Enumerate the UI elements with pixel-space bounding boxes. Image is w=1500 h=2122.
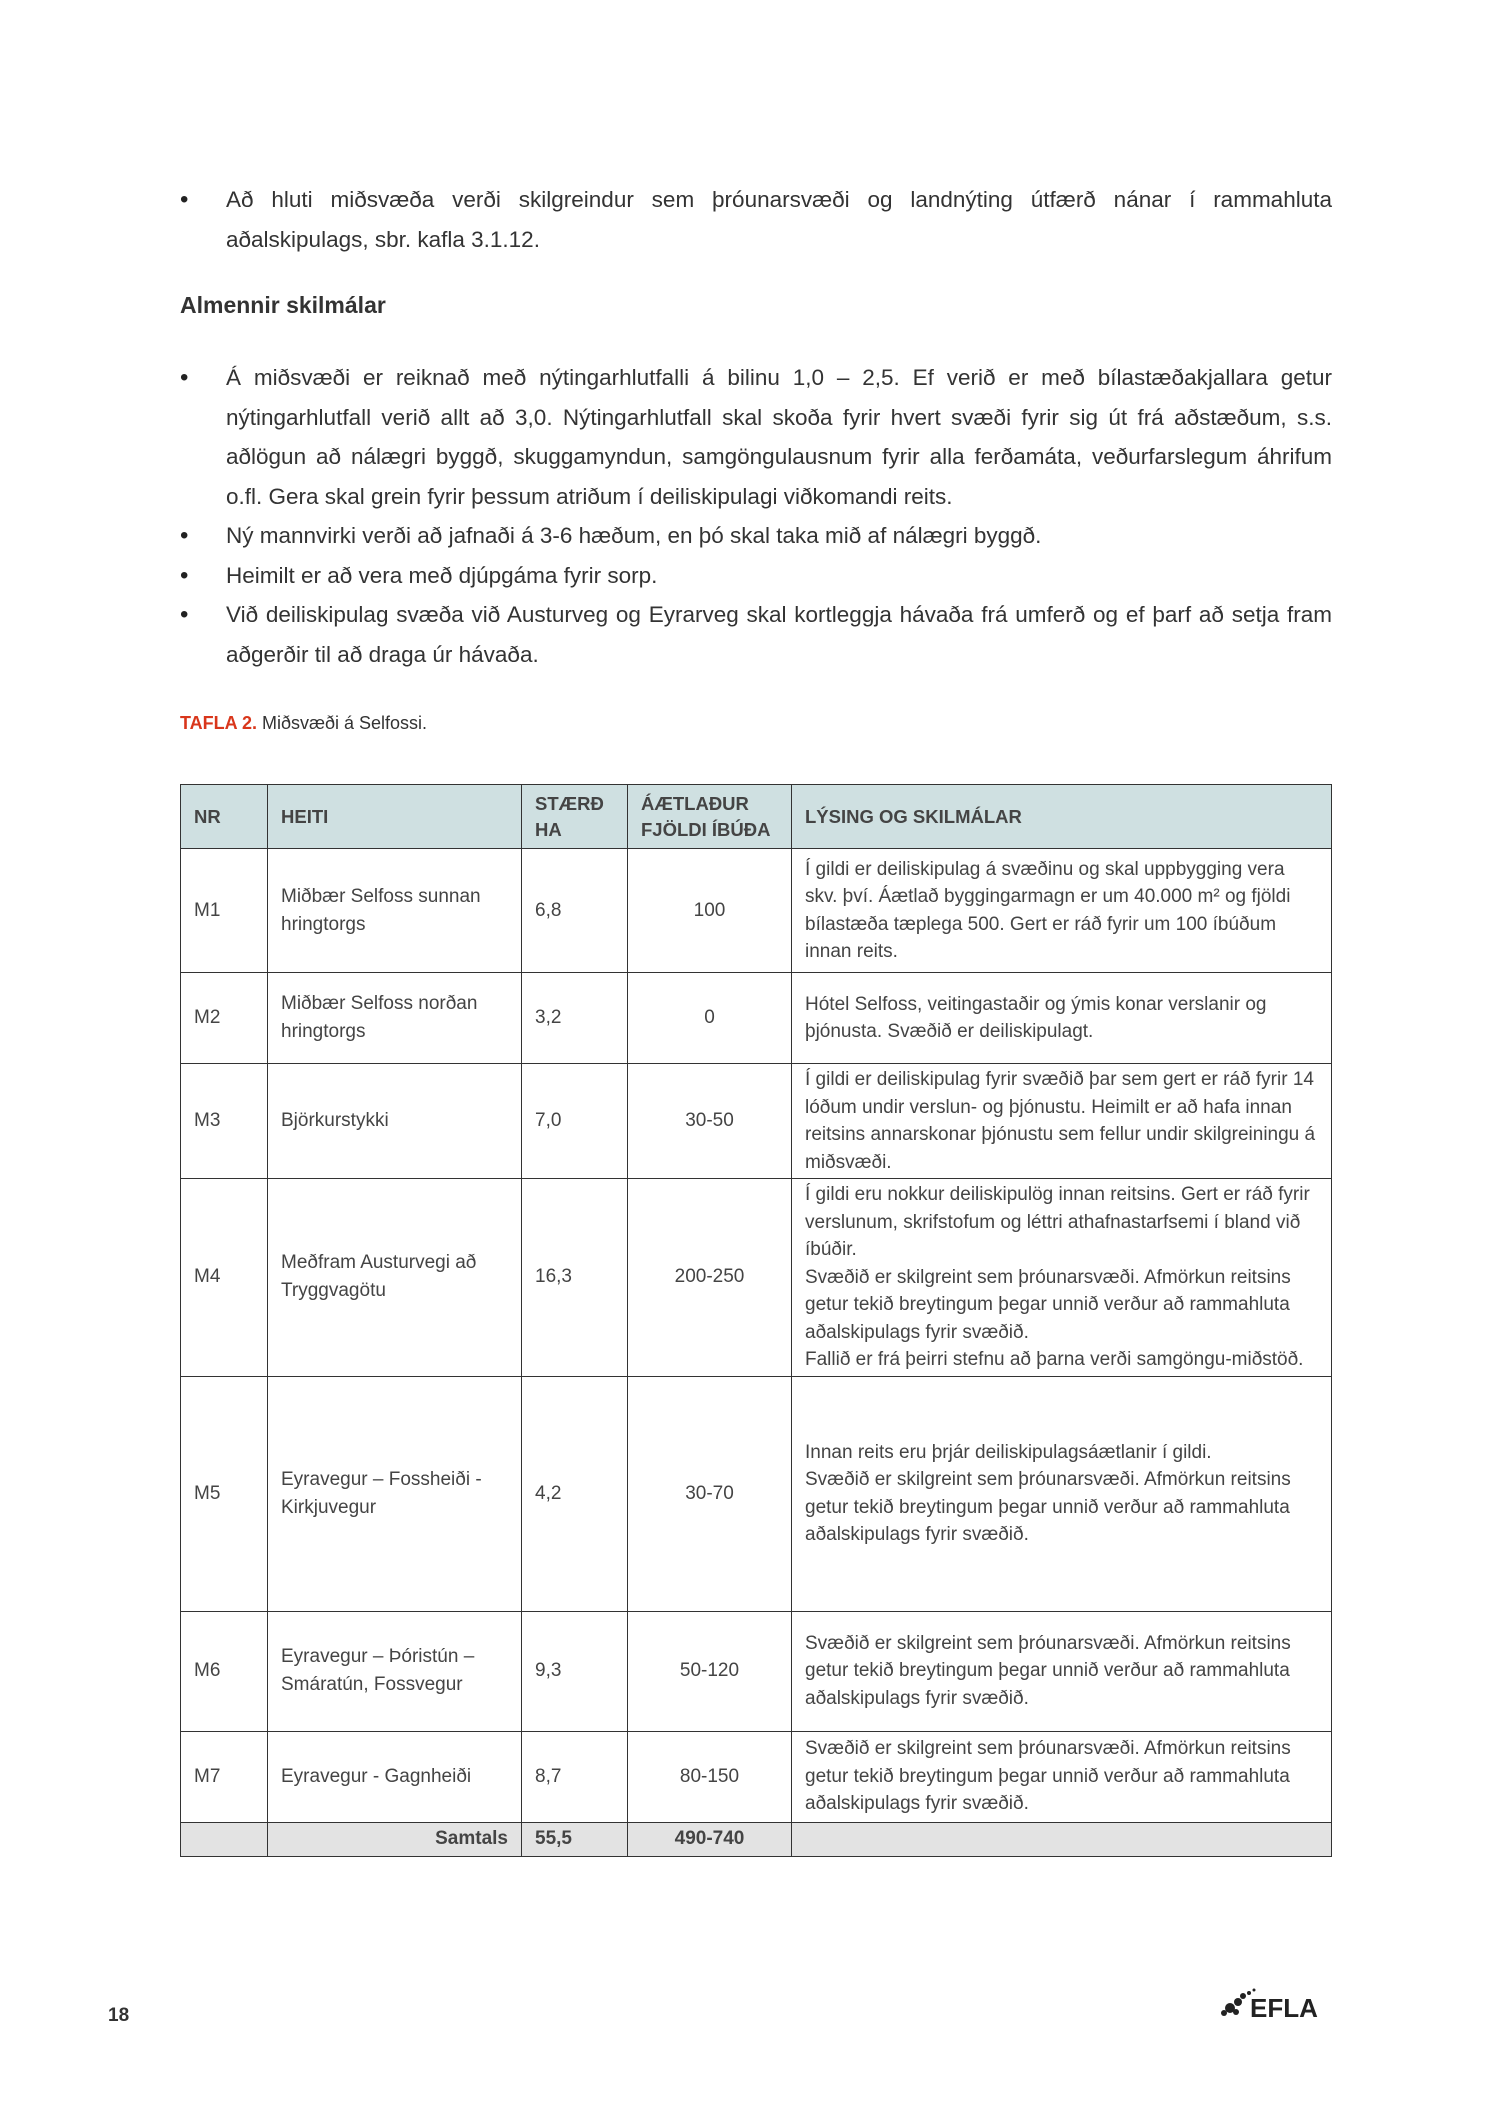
zone-size: 16,3	[522, 1179, 628, 1377]
zone-name: Miðbær Selfoss norðan hringtorgs	[268, 973, 522, 1064]
zone-units: 30-70	[628, 1376, 792, 1611]
zone-description: Innan reits eru þrjár deiliskipulagsáætlanir í gildi. Svæðið er skilgreint sem þróunarsvæði. Afmörkun reitsins getur tekið breytingum þegar unnið verður að rammahluta aðalskipulags fyrir svæðið.	[792, 1376, 1332, 1611]
zone-size: 4,2	[522, 1376, 628, 1611]
col-size: STÆRÐ HA	[522, 785, 628, 849]
zone-units: 200-250	[628, 1179, 792, 1377]
zone-id: M1	[181, 849, 268, 973]
table-caption: TAFLA 2. Miðsvæði á Selfossi.	[180, 713, 428, 733]
zone-size: 3,2	[522, 973, 628, 1064]
zone-id: M7	[181, 1731, 268, 1822]
zone-description: Svæðið er skilgreint sem þróunarsvæði. Afmörkun reitsins getur tekið breytingum þegar unnið verður að rammahluta aðalskipulags fyrir svæðið.	[792, 1611, 1332, 1731]
zone-size: 7,0	[522, 1064, 628, 1179]
zone-id: M2	[181, 973, 268, 1064]
zone-units: 30-50	[628, 1064, 792, 1179]
zone-name: Meðfram Austurvegi að Tryggvagötu	[268, 1179, 522, 1377]
zone-size: 6,8	[522, 849, 628, 973]
svg-text:EFLA: EFLA	[1250, 1993, 1318, 2023]
bullet-item: • Ný mannvirki verði að jafnaði á 3-6 hæðum, en þó skal taka mið af nálægri byggð.	[180, 516, 1332, 556]
table-row	[181, 1064, 1332, 1179]
zone-description: Í gildi eru nokkur deiliskipulög innan reitsins. Gert er ráð fyrir verslunum, skrifstofum og léttri athafnastarfsemi í bland við íbúðir. Svæðið er skilgreint sem þróunarsvæði. Afmörkun reitsins getur tekið breytingum þegar unnið verður að rammahluta aðalskipulags fyrir svæðið. Fallið er frá þeirri stefnu að þarna verði samgöngu-miðstöð.	[792, 1179, 1332, 1377]
zone-units: 50-120	[628, 1611, 792, 1731]
zone-description: Í gildi er deiliskipulag á svæðinu og skal uppbygging vera skv. því. Áætlað byggingarmagn er um 40.000 m² og fjöldi bílastæða tæplega 500. Gert er ráð fyrir um 100 íbúðum innan reits.	[792, 849, 1332, 973]
col-units: ÁÆTLAÐUR FJÖLDI ÍBÚÐA	[628, 785, 792, 849]
efla-logo	[1216, 1986, 1336, 2031]
zones-table	[180, 784, 1332, 1857]
bullet-item: • Heimilt er að vera með djúpgáma fyrir sorp.	[180, 556, 1332, 596]
page-number: 18	[108, 2005, 130, 2026]
col-nr: NR	[181, 785, 268, 849]
section-heading: Almennir skilmálar	[180, 292, 386, 318]
total-row: Samtals 55,5 490-740	[181, 1822, 1332, 1856]
zone-units: 80-150	[628, 1731, 792, 1822]
col-desc: LÝSING OG SKILMÁLAR	[792, 785, 1332, 849]
zone-name: Eyravegur – Þóristún – Smáratún, Fossvegur	[268, 1611, 522, 1731]
zone-name: Miðbær Selfoss sunnan hringtorgs	[268, 849, 522, 973]
table-row	[181, 1179, 1332, 1377]
zone-units: 100	[628, 849, 792, 973]
zone-name: Björkurstykki	[268, 1064, 522, 1179]
zone-description: Hótel Selfoss, veitingastaðir og ýmis konar verslanir og þjónusta. Svæðið er deiliskipulagt.	[792, 973, 1332, 1064]
bullet-item: • Á miðsvæði er reiknað með nýtingarhlutfalli á bilinu 1,0 – 2,5. Ef verið er með bílastæðakjallara getur nýtingarhlutfall verið allt að 3,0. Nýtingarhlutfall skal skoða fyrir hvert svæði fyrir sig út frá aðstæðum, s.s. aðlögun að nálægri byggð, skuggamyndun, samgöngulausnum fyrir alla ferðamáta, veðurfarslegum áhrifum o.fl. Gera skal grein fyrir þessum atriðum í deiliskipulagi viðkomandi reits.	[180, 358, 1332, 516]
zone-id: M3	[181, 1064, 268, 1179]
intro-list	[180, 180, 1332, 259]
zone-id: M6	[181, 1611, 268, 1731]
table-row	[181, 973, 1332, 1064]
table-row	[181, 1731, 1332, 1822]
zone-description: Í gildi er deiliskipulag fyrir svæðið þar sem gert er ráð fyrir 14 lóðum undir verslun- og þjónustu. Heimilt er að hafa innan reitsins annarskonar þjónustu sem fellur undir skilgreiningu á miðsvæði.	[792, 1064, 1332, 1179]
table-row	[181, 1376, 1332, 1611]
zone-units: 0	[628, 973, 792, 1064]
zone-description: Svæðið er skilgreint sem þróunarsvæði. Afmörkun reitsins getur tekið breytingum þegar unnið verður að rammahluta aðalskipulags fyrir svæðið.	[792, 1731, 1332, 1822]
zone-size: 9,3	[522, 1611, 628, 1731]
table-row	[181, 849, 1332, 973]
zone-name: Eyravegur - Gagnheiði	[268, 1731, 522, 1822]
zone-id: M4	[181, 1179, 268, 1377]
table-row	[181, 1611, 1332, 1731]
zone-id: M5	[181, 1376, 268, 1611]
terms-list	[180, 358, 1332, 674]
bullet-item: • Við deiliskipulag svæða við Austurveg og Eyrarveg skal kortleggja hávaða frá umferð og ef þarf að setja fram aðgerðir til að draga úr hávaða.	[180, 595, 1332, 674]
zone-name: Eyravegur – Fossheiði - Kirkjuvegur	[268, 1376, 522, 1611]
col-heiti: HEITI	[268, 785, 522, 849]
bullet-item: • Að hluti miðsvæða verði skilgreindur sem þróunarsvæði og landnýting útfærð nánar í rammahluta aðalskipulags, sbr. kafla 3.1.12.	[180, 180, 1332, 259]
zone-size: 8,7	[522, 1731, 628, 1822]
